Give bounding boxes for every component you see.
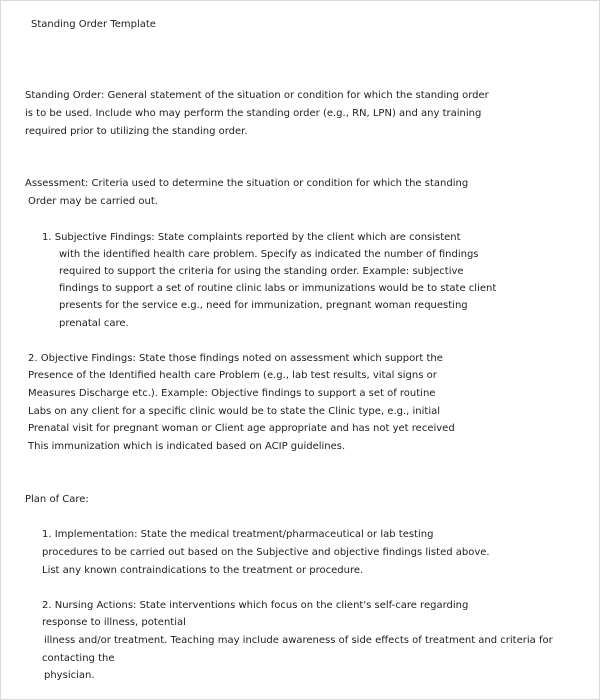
nursing-actions-line-2: response to illness, potential [42, 617, 186, 628]
objective-findings-line-1: 2. Objective Findings: State those findings noted on assessment which support the [28, 353, 443, 364]
document-title: Standing Order Template [31, 19, 156, 30]
implementation-line-1: 1. Implementation: State the medical treatment/pharmaceutical or lab testing [42, 529, 434, 540]
nursing-actions-line-5: physician. [44, 670, 95, 681]
subjective-findings-line-6: prenatal care. [59, 318, 129, 329]
nursing-actions-line-4: contacting the [42, 653, 115, 664]
standing-order-line-1: Standing Order: General statement of the situation or condition for which the standing order [25, 90, 489, 101]
implementation-line-3: List any known contraindications to the treatment or procedure. [42, 565, 364, 576]
assessment-line-2: Order may be carried out. [28, 196, 158, 207]
nursing-actions-line-1: 2. Nursing Actions: State interventions which focus on the client's self-care regarding [42, 600, 469, 611]
standing-order-line-2: is to be used. Include who may perform the standing order (e.g., RN, LPN) and any training [25, 108, 482, 119]
implementation-line-2: procedures to be carried out based on the Subjective and objective findings listed above. [42, 547, 490, 558]
objective-findings-line-3: Measures Discharge etc.). Example: Objective findings to support a set of routine [28, 388, 436, 399]
nursing-actions-line-3: illness and/or treatment. Teaching may include awareness of side effects of treatment and criteria for [44, 635, 553, 646]
objective-findings-line-5: Prenatal visit for pregnant woman or Client age appropriate and has not yet received [28, 423, 455, 434]
plan-of-care-heading: Plan of Care: [25, 494, 89, 505]
subjective-findings-line-1: 1. Subjective Findings: State complaints reported by the client which are consistent [42, 232, 461, 243]
standing-order-line-3: required prior to utilizing the standing order. [25, 126, 248, 137]
assessment-line-1: Assessment: Criteria used to determine the situation or condition for which the standing [25, 178, 469, 189]
objective-findings-line-2: Presence of the Identified health care Problem (e.g., lab test results, vital signs or [28, 370, 437, 381]
subjective-findings-line-3: required to support the criteria for using the standing order. Example: subjective [59, 266, 464, 277]
subjective-findings-line-4: findings to support a set of routine clinic labs or immunizations would be to state client [59, 283, 497, 294]
subjective-findings-line-5: presents for the service e.g., need for immunization, pregnant woman requesting [59, 300, 468, 311]
subjective-findings-line-2: with the identified health care problem. Specify as indicated the number of findings [59, 249, 479, 260]
objective-findings-line-6: This immunization which is indicated based on ACIP guidelines. [28, 441, 346, 452]
objective-findings-line-4: Labs on any client for a specific clinic would be to state the Clinic type, e.g., initial [28, 406, 441, 417]
